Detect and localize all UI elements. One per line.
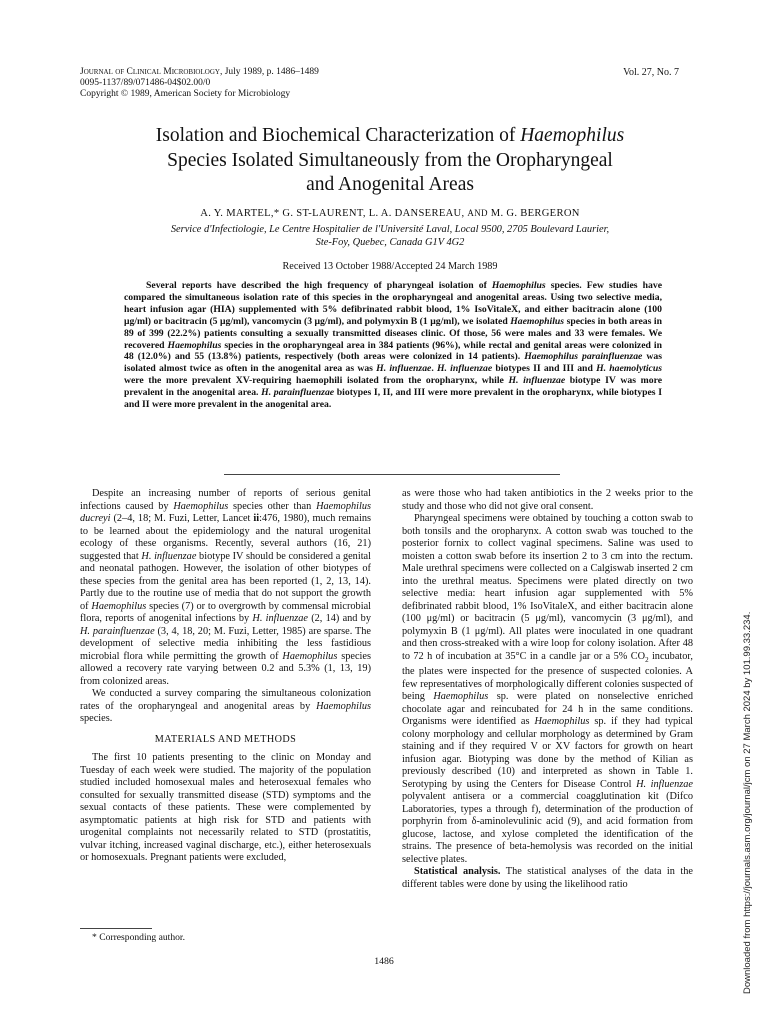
methods-paragraph-1: The first 10 patients presenting to the clinic on Monday and Tuesday of each week were studied. The majority of the population studied included homosexual males and heterosexual females who consulted for sexually transmitted disease (STD) symptoms and the sexual contacts of these patients. These were complemented by asymptomatic patients at high risk for STD and patients with urogenital complaints not necessarily related to STD (prostatitis, vulvar itching, increased vaginal discharge, etc.), either heterosexuals or homosexuals. Pregnant patients were excluded, xyxy=(80,752,371,863)
body-column-right xyxy=(402,488,693,891)
article-title xyxy=(80,124,700,198)
author-names-last: M. G. BERGERON xyxy=(490,208,580,219)
author-list xyxy=(80,208,700,219)
author-names: A. Y. MARTEL,* G. ST-LAURENT, L. A. DANSEREAU, xyxy=(200,208,465,219)
intro-paragraph-1: Despite an increasing number of reports of serious genital infections caused by Haemophilus species other than Haemophilus ducreyi (2–4, 18; M. Fuzi, Letter, Lancet ii:476, 1980), much remains to be learned about the epidemiology and the natural urogenital ecology of these organisms. Recently, several authors (16, 21) suggested that H. influenzae biotype IV should be considered a genital and neonatal pathogen. However, the isolation of other biotypes of these species from the genital area has been reported (1, 2, 13, 14). Partly due to the routine use of media that do not support the growth of Haemophilus species (7) or to overgrowth by commensal microbial flora, reports of anogenital infections by H. influenzae (2, 14) and by H. parainfluenzae (3, 4, 18, 20; M. Fuzi, Letter, 1985) are sparse. The development of selective media inhibiting the less fastidious microbial flora while permitting the growth of Haemophilus species allowed a recovery rate varying between 0.2 and 5.3% (1, 13, 19) from colonized areas. xyxy=(80,488,371,687)
methods-paragraph-2: Pharyngeal specimens were obtained by touching a cotton swab to both tonsils and the oropharynx. A cotton swab was touched to the posterior fornix to collect vaginal specimens. Saline was used to moisten a cotton swab before its insertion 2 to 3 cm into the rectum. Male urethral specimens were collected on a Calgiswab inserted 2 cm into the urethral meatus. Specimens were plated directly on two selective media: heart infusion agar supplemented with 5% defibrinated rabbit blood, 1% IsoVitaleX, and either bacitracin alone (100 μg/ml) or bacitracin (5 μg/ml), vancomycin (3 μg/ml), and polymyxin B (1 μg/ml). All plates were inoculated in one quadrant and then cross-streaked with a wire loop for colony isolation. After 48 to 72 h of incubation at 35°C in a candle jar or a 5% $CO_2$ incubator, the plates were inspected for the presence of suspected colonies. A few representatives of morphologically different colonies suspected of being Haemophilus sp. were plated on nonselective enriched chocolate agar and reincubated for 24 h in the same conditions. Organisms were identified as Haemophilus sp. if they had typical colony morphology and cellular morphology as determined by Gram staining and if they required V or XV factors for growth on heart infusion agar. Biotyping was done by the method of Kilian as previously described (10) and interpreted as shown in Table 1. Serotyping by using the Centers for Disease Control H. influenzae polyvalent antisera or a commercial coagglutination kit (Difco Laboratories, types a through f), determination of the production of porphyrin from δ-aminolevulinic acid (9), and acid formation from glucose, lactose, and xylose completed the identification of the strains. The presence of beta-hemolysis was recorded on the initial selective plates. xyxy=(402,513,694,865)
abstract xyxy=(124,280,662,411)
body-column-left xyxy=(80,488,371,865)
copyright: Copyright © 1989, American Society for Microbiology xyxy=(80,88,291,99)
title-line-3: and Anogenital Areas xyxy=(306,174,474,195)
methods-paragraph-continued: as were those who had taken antibiotics in the 2 weeks prior to the study and those who did not give oral consent. xyxy=(402,488,693,512)
download-watermark: Downloaded from https://journals.asm.org/journal/jcm on 27 March 2024 by 101.99.33.234. xyxy=(742,611,753,994)
affiliation xyxy=(80,224,700,249)
issn: 0095-1137/89/071486-04$02.00/0 xyxy=(80,77,211,88)
journal-citation: , July 1989, p. 1486–1489 xyxy=(219,67,319,77)
section-heading-methods: MATERIALS AND METHODS xyxy=(154,733,297,745)
abstract-divider xyxy=(224,474,560,475)
journal-header xyxy=(80,67,319,99)
abstract-paragraph: Several reports have described the high frequency of pharyngeal isolation of Haemophilus species. Few studies have compared the simultaneous isolation rate of this species in the oropharyngeal and anogenital areas. Using two selective media, heart infusion agar (HIA) supplemented with 5% defibrinated rabbit blood, 1% IsoVitaleX, and either bacitracin alone (100 μg/ml) or bacitracin (5 μg/ml), vancomycin (3 μg/ml), and polymyxin B (1 μg/ml), we isolated Haemophilus species in both areas in 89 of 399 (22.2%) patients consulting a sexually transmitted diseases clinic. Of those, 56 were males and 33 were females. We recovered Haemophilus species in the oropharyngeal area in 384 patients (96%), while rectal and genital areas were colonized in 48 (12.0%) and 55 (13.8%) patients, respectively (both areas were colonized in 14 patients). Haemophilus parainfluenzae was isolated almost twice as often in the anogenital area as was H. influenzae. H. influenzae biotypes II and III and H. haemolyticus were the more prevalent XV-requiring haemophili isolated from the oropharynx, while H. influenzae biotype IV was more prevalent in the anogenital area. H. parainfluenzae biotypes I, II, and III were more prevalent in the oropharynx, while biotypes I and II were more prevalent in the anogenital area. xyxy=(124,280,663,411)
statistical-analysis-heading: Statistical analysis. xyxy=(414,866,501,878)
journal-name: Journal of Clinical Microbiology xyxy=(80,67,220,77)
title-genus: Haemophilus xyxy=(520,125,625,146)
footnote-divider xyxy=(80,928,152,929)
page-number: 1486 xyxy=(374,956,394,967)
volume-info: Vol. 27, No. 7 xyxy=(623,67,679,78)
title-line-1: Isolation and Biochemical Characterization of xyxy=(155,125,521,146)
author-conjunction: AND xyxy=(467,208,488,218)
journal-citation-line xyxy=(80,67,319,78)
received-dates: Received 13 October 1988/Accepted 24 March 1989 xyxy=(282,261,498,272)
title-line-2: Species Isolated Simultaneously from the Oropharyngeal xyxy=(167,149,613,171)
intro-paragraph-2: We conducted a survey comparing the simultaneous colonization rates of the oropharyngeal and anogenital areas by Haemophilus species. xyxy=(80,688,371,724)
statistical-analysis-paragraph: Statistical analysis. The statistical analyses of the data in the different tables were done by using the likelihood ratio xyxy=(402,866,693,890)
affiliation-line-1: Service d'Infectiologie, Le Centre Hospitalier de l'Université Laval, Local 9500, 2705 Boulevard Laurier, xyxy=(170,224,610,235)
footnote: * Corresponding author. xyxy=(92,932,185,943)
affiliation-line-2: Ste-Foy, Quebec, Canada G1V 4G2 xyxy=(315,236,465,248)
